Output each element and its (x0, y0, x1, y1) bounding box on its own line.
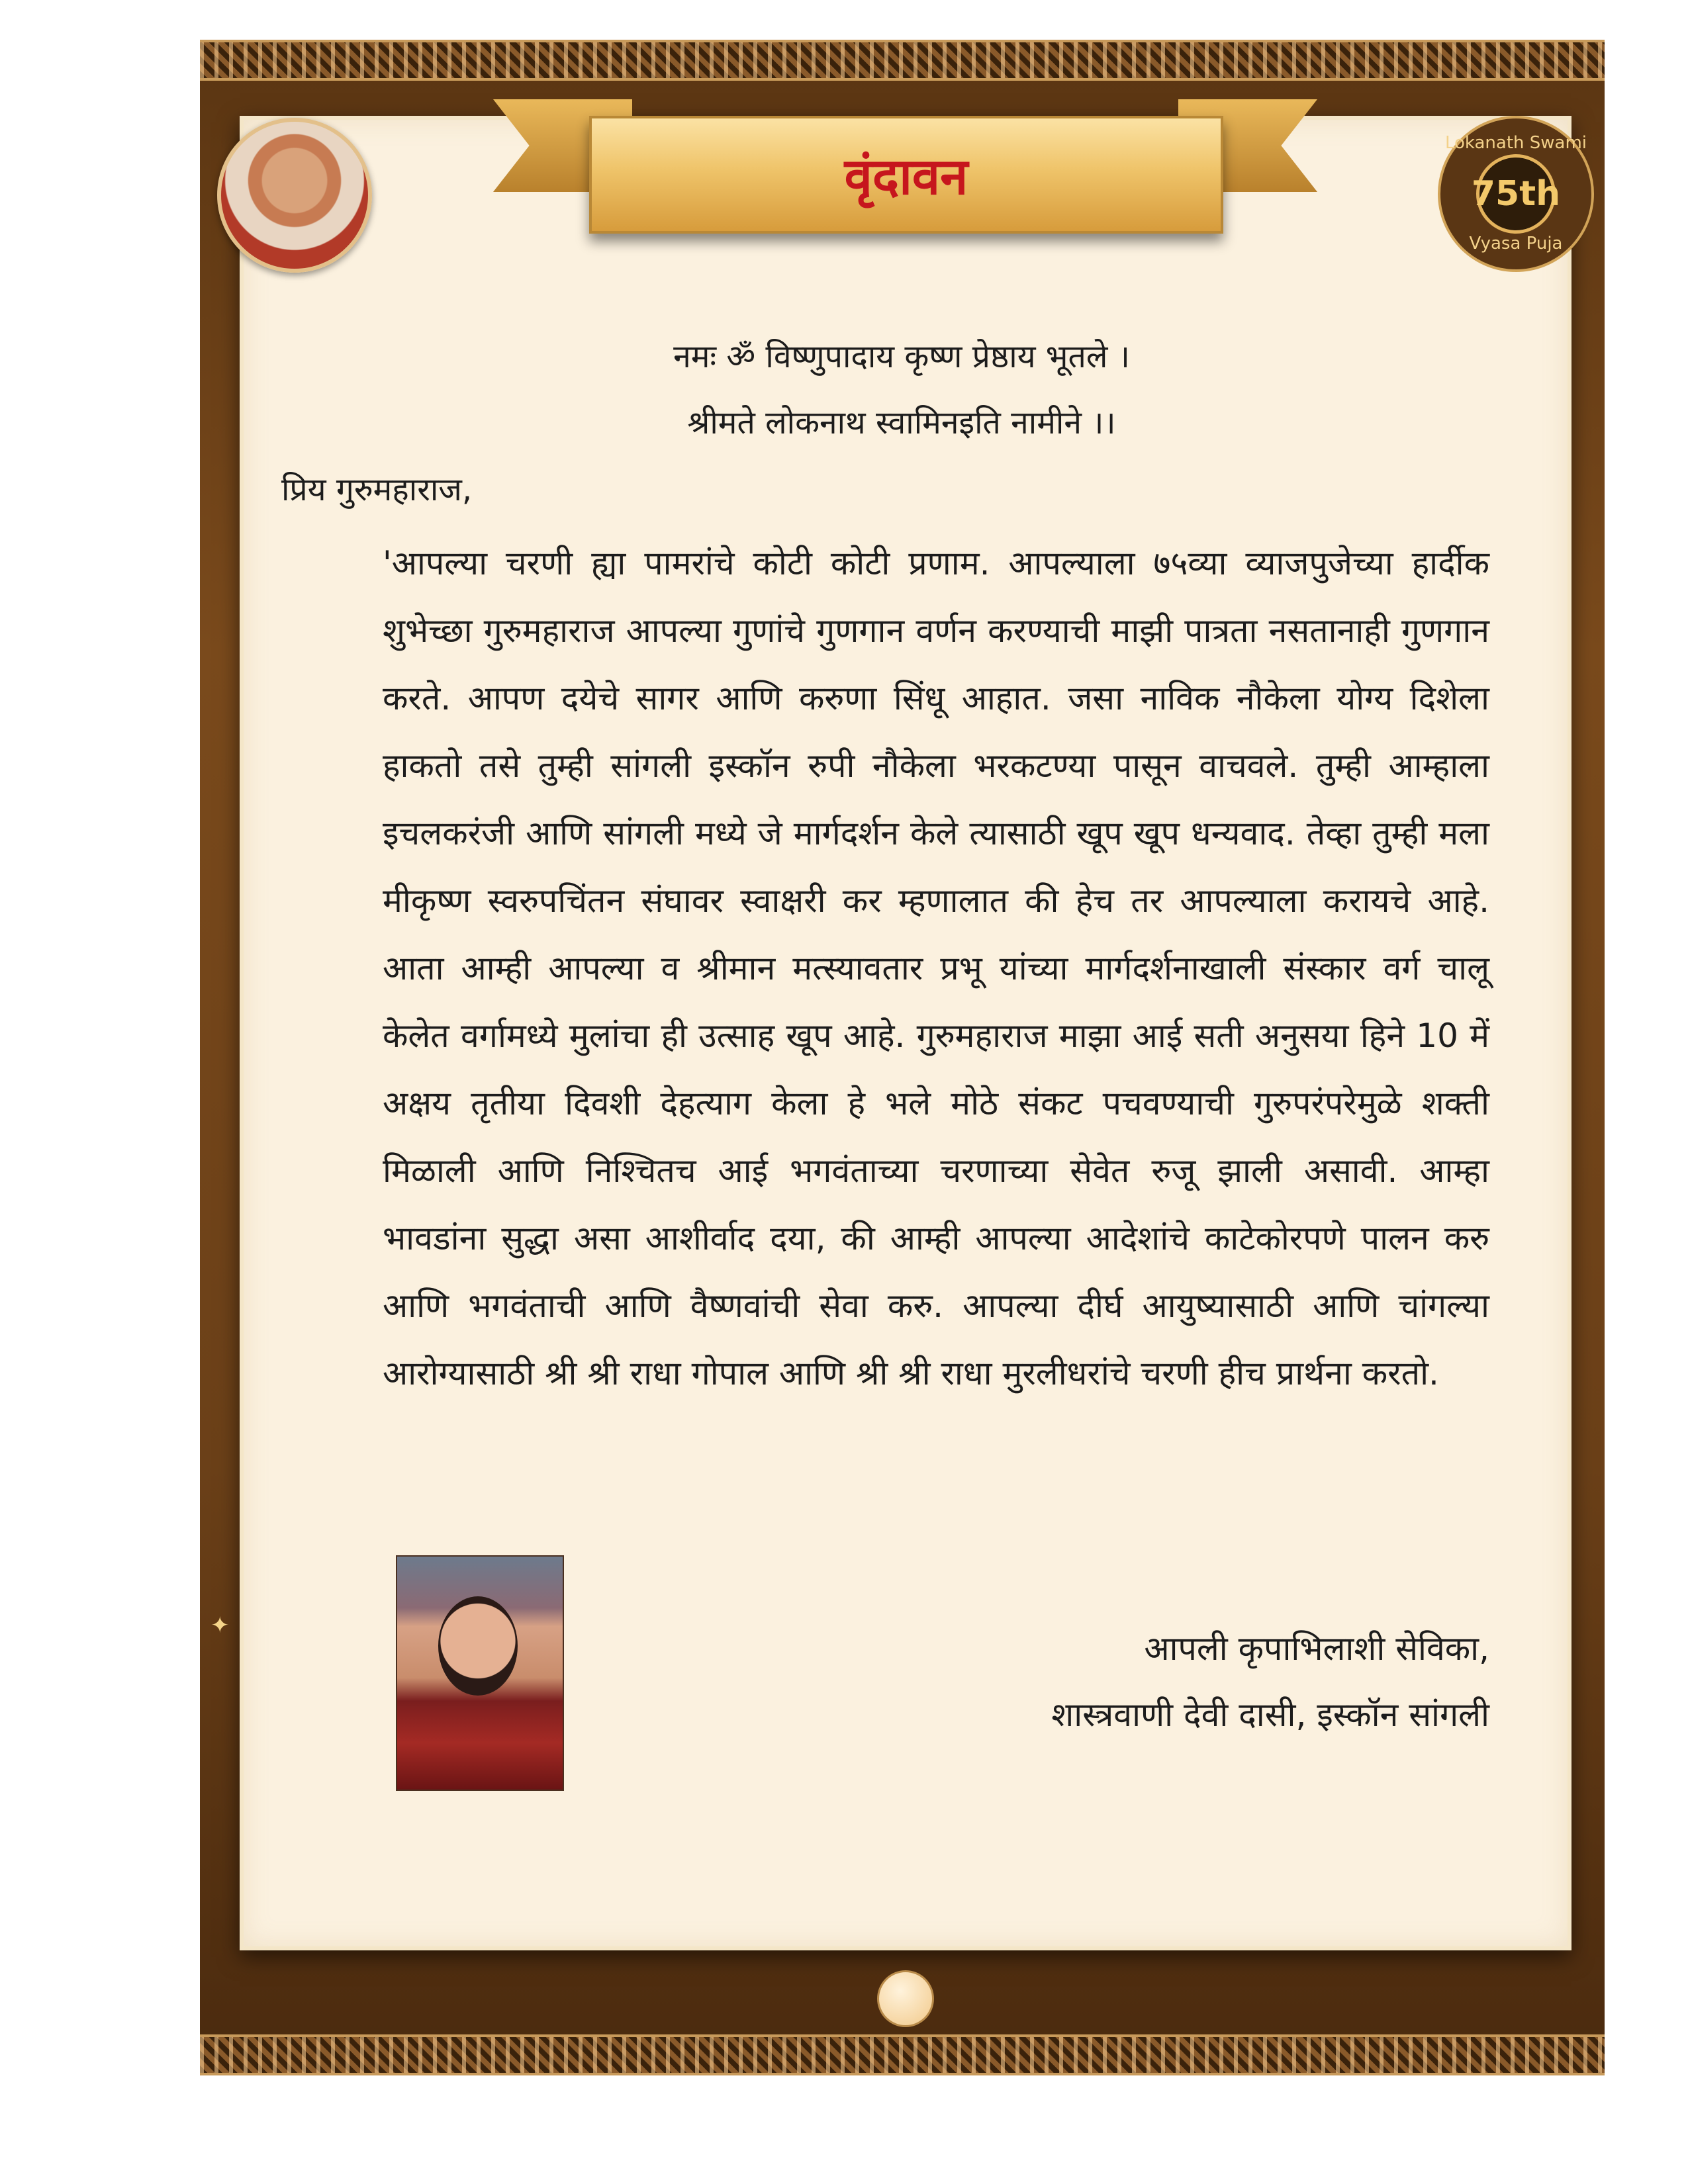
emblem-number: 75th (1471, 174, 1561, 214)
author-photo (396, 1555, 564, 1791)
pranam-mantra-line-2: श्रीमते लोकनाथ स्वामिनइति नामीने ।। (687, 404, 1116, 441)
title-ribbon (589, 116, 1223, 234)
frame-bottom-border (200, 2034, 1605, 2075)
frame-top-border (200, 40, 1605, 81)
pranam-mantra-line-1: नमः ॐ विष्णुपादाय कृष्ण प्रेष्ठाय भूतले । (673, 338, 1130, 375)
guru-portrait (217, 118, 372, 273)
page-indicator-dot (877, 1970, 934, 2027)
vyasa-puja-emblem (1438, 116, 1594, 272)
signoff-line-2: शास्त्रवाणी देवी दासी, इस्कॉन सांगली (1051, 1696, 1489, 1734)
emblem-arc-bottom: Vyasa Puja (1469, 234, 1563, 253)
author-photo-face (438, 1596, 518, 1696)
emblem-badge (1471, 154, 1561, 234)
signoff-line-1: आपली कृपाभिलाशी सेविका, (1144, 1629, 1489, 1668)
letter-salutation: प्रिय गुरुमहाराज, (281, 471, 473, 508)
letter-body: 'आपल्या चरणी ह्या पामरांचे कोटी कोटी प्रणाम. आपल्याला ७५व्या व्याजपुजेच्या हार्दीक शुभेच्छा गुरुमहाराज आपल्या गुणांचे गुणगान वर्णन करण्याची माझी पात्रता नसतानाही गुणगान करते. आपण दयेचे सागर आणि करुणा सिंधू आहात. जसा नाविक नौकेला योग्य दिशेला हाकतो तसे तुम्ही सांगली इस्कॉन रुपी नौकेला भरकटण्या पासून वाचवले. तुम्ही आम्हाला इचलकरंजी आणि सांगली मध्ये जे मार्गदर्शन केले त्यासाठी खूप खूप धन्यवाद. तेव्हा तुम्ही मला मीकृष्ण स्वरुपचिंतन संघावर स्वाक्षरी कर म्हणालात की हेच तर आपल्याला करायचे आहे. आता आम्ही आपल्या व श्रीमान मत्स्यावतार प्रभू यांच्या मार्गदर्शनाखाली संस्कार वर्ग चालू केलेत वर्गामध्ये मुलांचा ही उत्साह खूप आहे. गुरुमहाराज माझा आई सती अनुसया हिने 10 में अक्षय तृतीया दिवशी देहत्याग केला हे भले मोठे संकट पचवण्याची गुरुपरंपरेमुळे शक्ती मिळाली आणि निश्चितच आई भगवंताच्या चरणाच्या सेवेत रुजू झाली असावी. आम्हा भावडांना सुद्धा असा आशीर्वाद दया, की आम्ही आपल्या आदेशांचे काटेकोरपणे पालन करु आणि भगवंताची आणि वैष्णवांची सेवा करु. आपल्या दीर्घ आयुष्यासाठी आणि चांगल्या आरोग्यासाठी श्री श्री राधा गोपाल आणि श्री श्री राधा मुरलीधरांचे चरणी हीच प्रार्थना करतो. (383, 544, 1489, 1392)
emblem-arc-top: Lokanath Swami (1444, 133, 1587, 153)
page-title: वृंदावन (844, 146, 968, 206)
sparkle-icon: ✦ (211, 1612, 230, 1639)
